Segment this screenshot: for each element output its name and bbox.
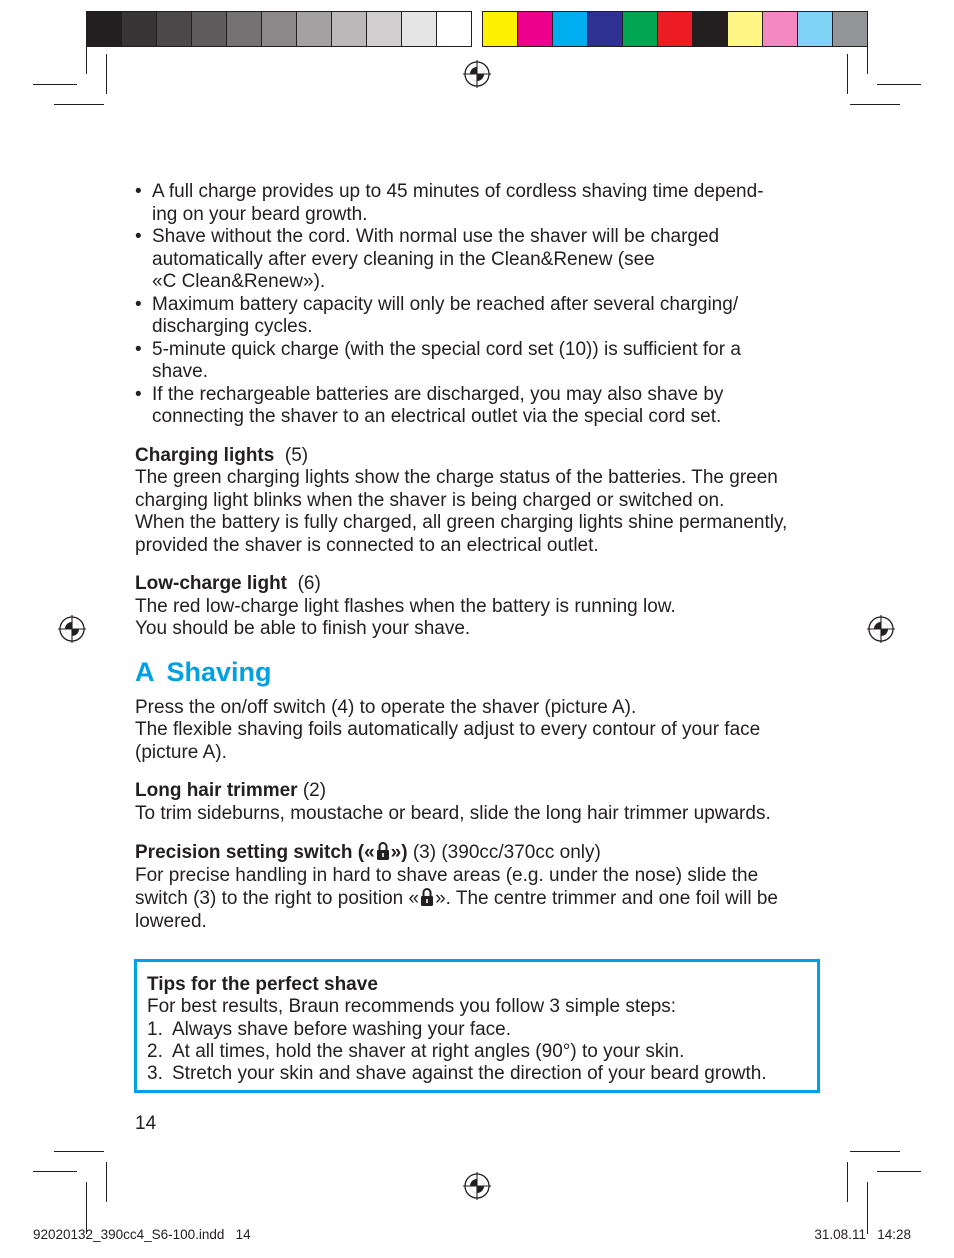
tips-step [147,1063,807,1085]
bullet-item [135,339,820,384]
crop-mark [847,1162,848,1202]
bullet-item [135,181,820,226]
footer-file-info: 92020132_390cc4_S6-100.indd 14 [33,1227,251,1242]
precision-body-start: For precise handling in hard to shave areas (e.g. under the nose) slide the switch (3) to the right to position « [135,864,759,909]
step-number: 3. [147,1063,163,1085]
page-content [135,181,820,933]
tips-steps [147,1019,807,1086]
battery-bullet-list [135,181,820,429]
precision-title-end: ») [390,842,408,863]
color-swatch [728,12,763,46]
color-swatch [157,12,192,46]
crop-mark [850,1151,900,1152]
trimmer-body: To trim sideburns, moustache or beard, slide the long hair trimmer upwards. [135,802,771,824]
color-swatch [297,12,332,46]
tips-intro: For best results, Braun recommends you follow 3 simple steps: [147,996,677,1018]
section-title: Shaving [166,656,272,687]
color-swatch [693,12,728,46]
grayscale-bar [86,11,472,47]
bullet-text: Maximum battery capacity will only be reached after several charging/ discharging cycles. [152,293,739,337]
low-charge-ref: (6) [297,573,321,594]
tips-step [147,1041,807,1063]
shaving-heading [135,655,820,689]
lock-icon [420,887,434,907]
bullet-text: A full charge provides up to 45 minutes of cordless shaving time depend- ing on your beard growth. [152,181,764,225]
bullet-text: If the rechargeable batteries are discharged, you may also shave by connecting the shaver to an electrical outlet via the special cord set. [152,383,724,427]
charging-lights-title: Charging lights [135,444,275,466]
lock-icon [376,841,390,861]
color-swatch [227,12,262,46]
bullet-text: Shave without the cord. With normal use the shaver will be charged automatically after every cleaning in the Clean&Renew (see «C Clean&Renew»). [152,226,720,292]
tips-title: Tips for the perfect shave [147,974,378,995]
color-swatch [798,12,833,46]
tips-box [134,959,820,1093]
bullet-item [135,384,820,429]
step-number: 1. [147,1018,163,1040]
precision-ref: (3) (390cc/370cc only) [412,842,601,863]
crop-mark [847,54,848,94]
shaving-body: Press the on/off switch (4) to operate the shaver (picture A). The flexible shaving foils automatically adjust to every contour of your face (picture A). [135,696,761,763]
crop-mark [850,104,900,105]
step-text: Stretch your skin and shave against the direction of your beard growth. [172,1063,767,1085]
low-charge-body: The red low-charge light flashes when the battery is running low. You should be able to finish your shave. [135,595,676,639]
crop-mark [867,22,868,74]
color-swatch [87,12,122,46]
color-swatch [623,12,658,46]
color-swatch [332,12,367,46]
crop-mark [106,54,107,94]
bullet-item [135,226,820,294]
bullet-text: 5-minute quick charge (with the special cord set (10)) is sufficient for a shave. [152,338,741,382]
step-text: At all times, hold the shaver at right angles (90°) to your skin. [172,1040,685,1062]
color-swatch [763,12,798,46]
crop-mark [33,1171,77,1172]
color-swatch [192,12,227,46]
color-swatch [588,12,623,46]
color-swatch [833,12,867,46]
color-swatch [437,12,471,46]
trimmer-title: Long hair trimmer [135,780,298,801]
step-text: Always shave before washing your face. [172,1018,512,1040]
color-swatch [262,12,297,46]
low-charge-title: Low-charge light [135,573,287,594]
registration-mark-icon [463,1172,491,1200]
color-swatch [518,12,553,46]
precision-body-end: ». The centre trimmer and one foil will be lowered. [135,888,778,932]
page-number: 14 [135,1113,157,1134]
precision-switch-section [135,841,820,933]
crop-mark [877,84,921,85]
color-swatch [483,12,518,46]
crop-mark [106,1162,107,1202]
color-swatch [402,12,437,46]
crop-mark [877,1171,921,1172]
color-bar [482,11,868,47]
charging-lights-ref: (5) [284,444,309,466]
color-swatch [658,12,693,46]
step-number: 2. [147,1040,163,1062]
color-swatch [553,12,588,46]
footer-datetime: 31.08.11 14:28 [814,1227,911,1242]
long-hair-trimmer-section [135,780,820,825]
color-swatch [367,12,402,46]
charging-lights-body: The green charging lights show the charge status of the batteries. The green charging light blinks when the shaver is being charged or switched on. When the battery is fully charged, all green charging lights shine permanently, provided the shaver is connected to an electrical outlet. [135,467,788,556]
crop-mark [54,104,104,105]
crop-mark [33,84,77,85]
trimmer-ref: (2) [302,780,327,801]
color-swatch [122,12,157,46]
section-letter: A [135,656,155,687]
tips-step [147,1019,807,1041]
bullet-item [135,294,820,339]
registration-mark-icon [867,615,895,643]
registration-mark-icon [463,60,491,88]
crop-mark [54,1151,104,1152]
crop-mark [86,22,87,74]
low-charge-section [135,573,820,641]
precision-title-start: Precision setting switch (« [135,842,375,863]
registration-mark-icon [58,615,86,643]
charging-lights-section [135,445,820,558]
